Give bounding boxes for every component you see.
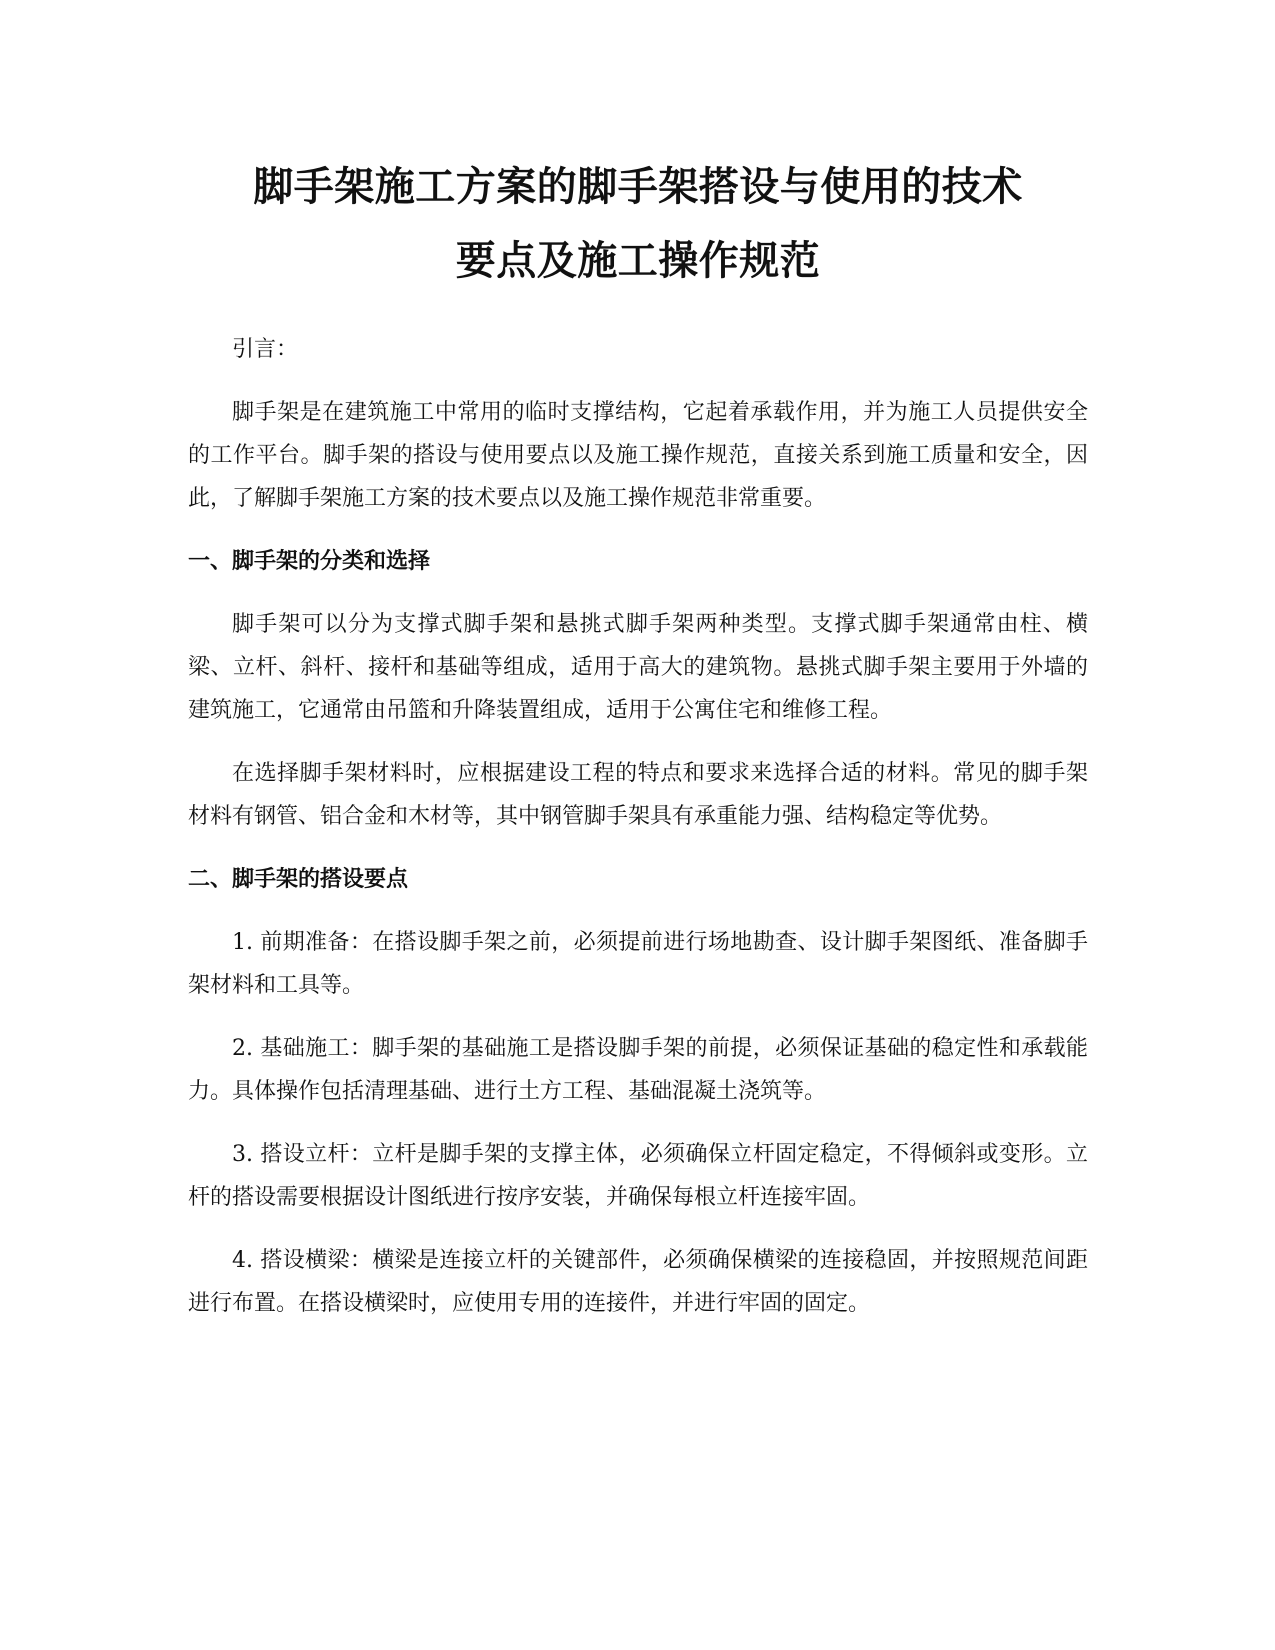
document-title [188, 150, 1088, 298]
intro-label: 引言： [232, 337, 299, 362]
section-2-paragraph-4: 4. 搭设横梁：横梁是连接立杆的关键部件，必须确保横梁的连接稳固，并按照规范间距进行布置。在搭设横梁时，应使用专用的连接件，并进行牢固的固定。 [188, 1248, 1088, 1316]
section-2-paragraph-1: 1. 前期准备：在搭设脚手架之前，必须提前进行场地勘查、设计脚手架图纸、准备脚手架材料和工具等。 [188, 930, 1088, 998]
section-2-paragraph-2: 2. 基础施工：脚手架的基础施工是搭设脚手架的前提，必须保证基础的稳定性和承载能力。具体操作包括清理基础、进行土方工程、基础混凝土浇筑等。 [188, 1036, 1088, 1104]
intro-paragraph: 脚手架是在建筑施工中常用的临时支撑结构，它起着承载作用，并为施工人员提供安全的工作平台。脚手架的搭设与使用要点以及施工操作规范，直接关系到施工质量和安全，因此，了解脚手架施工方案的技术要点以及施工操作规范非常重要。 [188, 400, 1088, 511]
section-1-paragraph-1: 脚手架可以分为支撑式脚手架和悬挑式脚手架两种类型。支撑式脚手架通常由柱、横梁、立杆、斜杆、接杆和基础等组成，适用于高大的建筑物。悬挑式脚手架主要用于外墙的建筑施工，它通常由吊篮和升降装置组成，适用于公寓住宅和维修工程。 [188, 612, 1088, 723]
document-page [188, 150, 1088, 1325]
section-2-paragraph-3: 3. 搭设立杆：立杆是脚手架的支撑主体，必须确保立杆固定稳定，不得倾斜或变形。立杆的搭设需要根据设计图纸进行按序安装，并确保每根立杆连接牢固。 [188, 1142, 1088, 1210]
section-1-paragraph-2: 在选择脚手架材料时，应根据建设工程的特点和要求来选择合适的材料。常见的脚手架材料有钢管、铝合金和木材等，其中钢管脚手架具有承重能力强、结构稳定等优势。 [188, 761, 1088, 829]
title-line-2: 要点及施工操作规范 [455, 238, 821, 284]
section-heading-2: 二、脚手架的搭设要点 [188, 867, 409, 892]
section-heading-1: 一、脚手架的分类和选择 [188, 549, 431, 574]
title-line-1: 脚手架施工方案的脚手架搭设与使用的技术 [253, 164, 1023, 210]
